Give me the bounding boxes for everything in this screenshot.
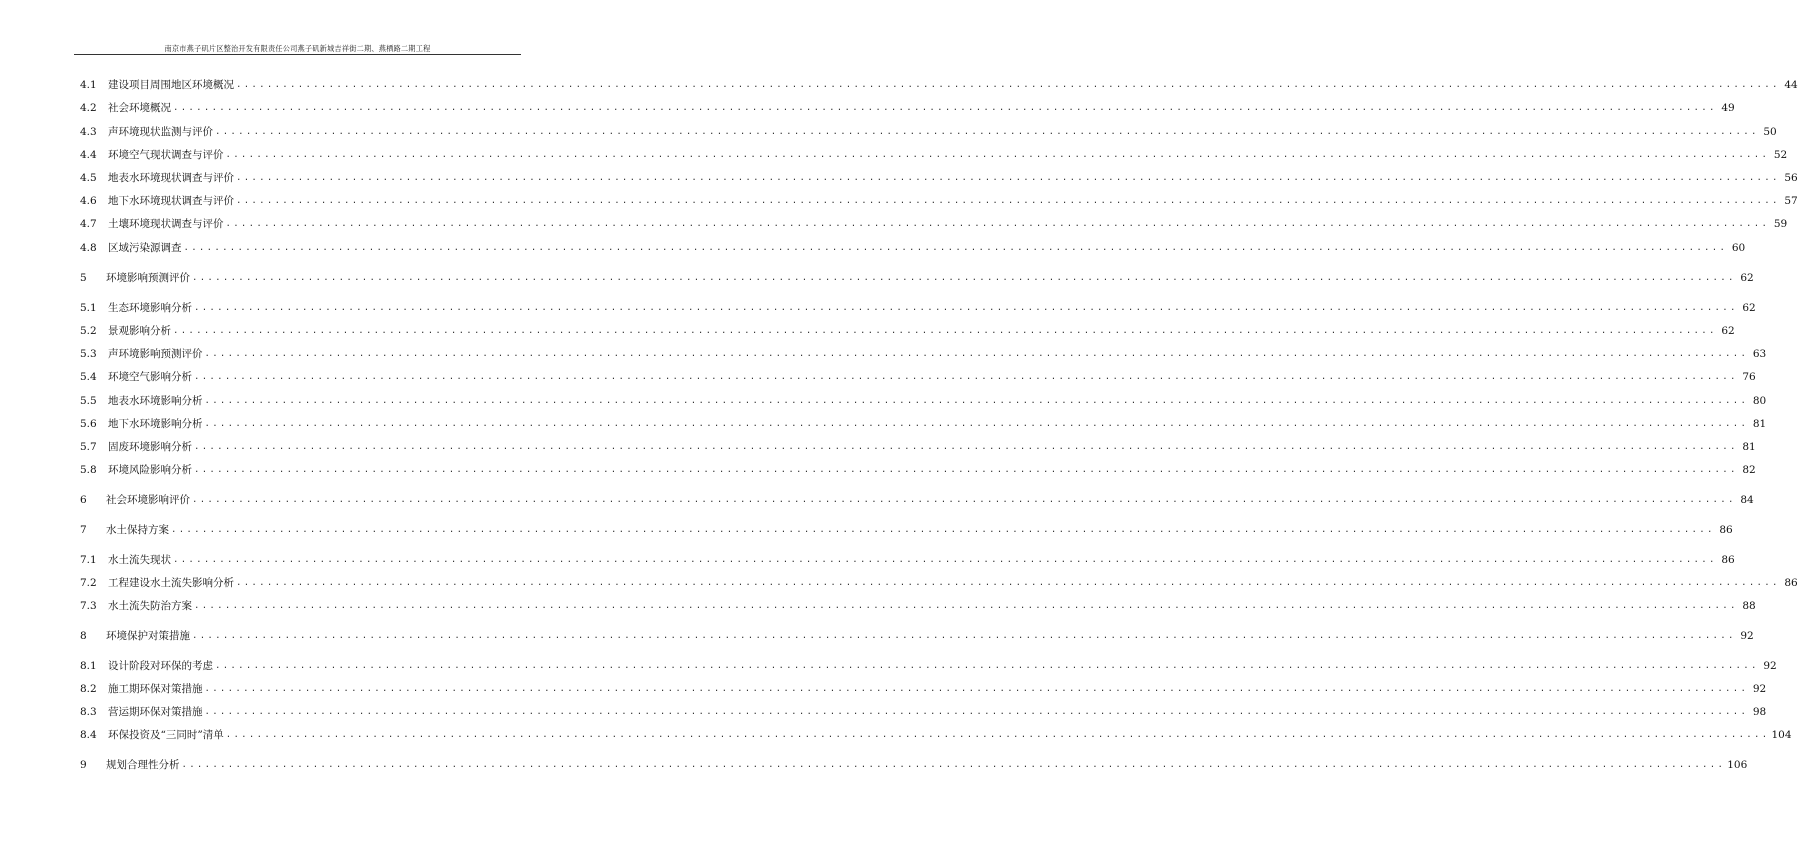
toc-section-entry[interactable] — [80, 552, 1735, 568]
toc-leader-dots: ........................................................................................................................................................................................................ — [225, 730, 1770, 740]
toc-section-entry[interactable] — [80, 323, 1735, 339]
toc-leader-dots: ........................................................................................................................................................................................................ — [194, 442, 1738, 452]
toc-section-entry[interactable] — [80, 193, 1798, 209]
toc-leader-dots: ........................................................................................................................................................................................................ — [236, 173, 1780, 183]
toc-section-entry[interactable] — [80, 77, 1798, 93]
toc-number: 4.7 — [80, 218, 97, 230]
toc-title: 景观影响分析 — [108, 325, 171, 337]
toc-title: 营运期环保对策措施 — [108, 706, 203, 718]
toc-page-number: 106 — [1727, 759, 1748, 771]
toc-title: 地表水环境影响分析 — [108, 395, 203, 407]
toc-leader-dots: ........................................................................................................................................................................................................ — [192, 631, 1736, 641]
toc-leader-dots: ........................................................................................................................................................................................................ — [173, 103, 1717, 113]
toc-page-number: 81 — [1742, 441, 1756, 453]
toc-page-number: 92 — [1752, 683, 1767, 695]
toc-section-entry[interactable] — [80, 346, 1767, 362]
toc-page-number: 98 — [1752, 706, 1767, 718]
toc-number: 5 — [80, 272, 87, 284]
running-header: 南京市燕子矶片区整治开发有限责任公司燕子矶新城吉祥街二期、燕栖路二期工程 — [164, 44, 431, 53]
toc-page-number: 60 — [1731, 242, 1746, 254]
toc-title: 环境影响预测评价 — [106, 272, 190, 284]
toc-number: 7.2 — [80, 577, 97, 589]
toc-page-number: 63 — [1752, 348, 1767, 360]
toc-section-entry[interactable] — [80, 216, 1788, 232]
toc-title: 生态环境影响分析 — [108, 302, 192, 314]
toc-title: 声环境现状监测与评价 — [108, 126, 213, 138]
toc-page-number: 52 — [1773, 149, 1788, 161]
toc-number: 4.6 — [80, 195, 97, 207]
toc-leader-dots: ........................................................................................................................................................................................................ — [183, 243, 1728, 253]
toc-section-entry[interactable] — [80, 681, 1767, 697]
toc-title: 环境保护对策措施 — [106, 630, 190, 642]
toc-section-entry[interactable] — [80, 147, 1788, 163]
toc-section-entry[interactable] — [80, 598, 1756, 614]
toc-section-entry[interactable] — [80, 300, 1756, 316]
toc-number: 5.8 — [80, 464, 97, 476]
toc-title: 建设项目周围地区环境概况 — [108, 79, 234, 91]
toc-number: 8.4 — [80, 729, 97, 741]
toc-number: 4.2 — [80, 102, 97, 114]
toc-page-number: 82 — [1742, 464, 1756, 476]
toc-section-entry[interactable] — [80, 704, 1767, 720]
toc-number: 8.2 — [80, 683, 97, 695]
toc-section-entry[interactable] — [80, 658, 1777, 674]
toc-page-number: 50 — [1763, 126, 1777, 138]
toc-leader-dots: ........................................................................................................................................................................................................ — [215, 127, 1759, 137]
toc-title: 环境空气现状调查与评价 — [108, 149, 224, 161]
toc-page-number: 62 — [1740, 272, 1754, 284]
toc-number: 4.8 — [80, 242, 97, 254]
toc-section-entry[interactable] — [80, 369, 1756, 385]
toc-title: 水土流失防治方案 — [108, 600, 192, 612]
toc-leader-dots: ........................................................................................................................................................................................................ — [194, 465, 1738, 475]
toc-number: 7.1 — [80, 554, 97, 566]
toc-number: 5.2 — [80, 325, 97, 337]
toc-number: 5.1 — [80, 302, 97, 314]
toc-leader-dots: ........................................................................................................................................................................................................ — [173, 326, 1717, 336]
toc-section-entry[interactable] — [80, 393, 1767, 409]
toc-number: 4.3 — [80, 126, 97, 138]
toc-title: 环保投资及“三同时”清单 — [108, 729, 224, 741]
toc-chapter-entry[interactable] — [80, 757, 1748, 773]
toc-title: 环境空气影响分析 — [108, 371, 192, 383]
toc-section-entry[interactable] — [80, 100, 1735, 116]
toc-leader-dots: ........................................................................................................................................................................................................ — [171, 525, 1715, 535]
toc-section-entry[interactable] — [80, 416, 1767, 432]
toc-leader-dots: ........................................................................................................................................................................................................ — [173, 555, 1717, 565]
toc-title: 规划合理性分析 — [106, 759, 180, 771]
toc-page-number: 62 — [1721, 325, 1735, 337]
toc-leader-dots: ........................................................................................................................................................................................................ — [204, 684, 1749, 694]
toc-number: 6 — [80, 494, 87, 506]
toc-page-number: 104 — [1771, 729, 1792, 741]
toc-section-entry[interactable] — [80, 124, 1777, 140]
toc-page-number: 49 — [1721, 102, 1735, 114]
toc-section-entry[interactable] — [80, 240, 1746, 256]
toc-title: 声环境影响预测评价 — [108, 348, 203, 360]
toc-leader-dots: ........................................................................................................................................................................................................ — [192, 273, 1736, 283]
toc-title: 水土流失现状 — [108, 554, 171, 566]
toc-section-entry[interactable] — [80, 170, 1798, 186]
toc-title: 社会环境概况 — [108, 102, 171, 114]
toc-page-number: 88 — [1742, 600, 1756, 612]
toc-page-number: 76 — [1742, 371, 1756, 383]
toc-chapter-entry[interactable] — [80, 270, 1754, 286]
toc-leader-dots: ........................................................................................................................................................................................................ — [194, 372, 1738, 382]
toc-page-number: 44 — [1784, 79, 1798, 91]
toc-page-number: 92 — [1740, 630, 1754, 642]
toc-page-number: 81 — [1752, 418, 1767, 430]
toc-title: 土壤环境现状调查与评价 — [108, 218, 224, 230]
toc-title: 地下水环境现状调查与评价 — [108, 195, 234, 207]
toc-section-entry[interactable] — [80, 575, 1798, 591]
toc-number: 5.3 — [80, 348, 97, 360]
toc-title: 固废环境影响分析 — [108, 441, 192, 453]
toc-leader-dots: ........................................................................................................................................................................................................ — [194, 601, 1738, 611]
toc-number: 4.5 — [80, 172, 97, 184]
toc-chapter-entry[interactable] — [80, 522, 1733, 538]
toc-page-number: 92 — [1763, 660, 1777, 672]
toc-number: 5.4 — [80, 371, 97, 383]
toc-page-number: 84 — [1740, 494, 1754, 506]
toc-title: 地下水环境影响分析 — [108, 418, 203, 430]
toc-leader-dots: ........................................................................................................................................................................................................ — [181, 760, 1726, 770]
toc-leader-dots: ........................................................................................................................................................................................................ — [204, 707, 1749, 717]
toc-number: 9 — [80, 759, 87, 771]
toc-number: 8.1 — [80, 660, 97, 672]
toc-number: 8.3 — [80, 706, 97, 718]
toc-number: 7.3 — [80, 600, 97, 612]
toc-title: 区域污染源调查 — [108, 242, 182, 254]
toc-leader-dots: ........................................................................................................................................................................................................ — [236, 196, 1780, 206]
toc-leader-dots: ........................................................................................................................................................................................................ — [236, 80, 1780, 90]
toc-number: 5.6 — [80, 418, 97, 430]
toc-page-number: 62 — [1742, 302, 1756, 314]
toc-title: 施工期环保对策措施 — [108, 683, 203, 695]
toc-number: 8 — [80, 630, 87, 642]
toc-leader-dots: ........................................................................................................................................................................................................ — [204, 396, 1749, 406]
toc-page-number: 57 — [1784, 195, 1798, 207]
toc-leader-dots: ........................................................................................................................................................................................................ — [225, 150, 1770, 160]
toc-section-entry[interactable] — [80, 727, 1792, 743]
toc-page-number: 59 — [1773, 218, 1788, 230]
toc-title: 地表水环境现状调查与评价 — [108, 172, 234, 184]
toc-page-number: 56 — [1784, 172, 1798, 184]
toc-section-entry[interactable] — [80, 439, 1756, 455]
toc-title: 工程建设水土流失影响分析 — [108, 577, 234, 589]
toc-number: 5.5 — [80, 395, 97, 407]
toc-section-entry[interactable] — [80, 462, 1756, 478]
toc-number: 4.4 — [80, 149, 97, 161]
toc-page-number: 86 — [1721, 554, 1735, 566]
toc-title: 社会环境影响评价 — [106, 494, 190, 506]
toc-page-number: 80 — [1752, 395, 1767, 407]
toc-leader-dots: ........................................................................................................................................................................................................ — [225, 219, 1770, 229]
toc-page-number: 86 — [1719, 524, 1733, 536]
toc-leader-dots: ........................................................................................................................................................................................................ — [204, 349, 1749, 359]
toc-page-number: 86 — [1784, 577, 1798, 589]
toc-title: 环境风险影响分析 — [108, 464, 192, 476]
toc-number: 7 — [80, 524, 87, 536]
toc-leader-dots: ........................................................................................................................................................................................................ — [215, 661, 1759, 671]
toc-leader-dots: ........................................................................................................................................................................................................ — [194, 303, 1738, 313]
toc-chapter-entry[interactable] — [80, 492, 1754, 508]
toc-leader-dots: ........................................................................................................................................................................................................ — [204, 419, 1749, 429]
toc-leader-dots: ........................................................................................................................................................................................................ — [236, 578, 1780, 588]
toc-title: 设计阶段对环保的考虑 — [108, 660, 213, 672]
toc-number: 5.7 — [80, 441, 97, 453]
toc-leader-dots: ........................................................................................................................................................................................................ — [192, 495, 1736, 505]
toc-title: 水土保持方案 — [106, 524, 169, 536]
toc-number: 4.1 — [80, 79, 97, 91]
toc-chapter-entry[interactable] — [80, 628, 1754, 644]
